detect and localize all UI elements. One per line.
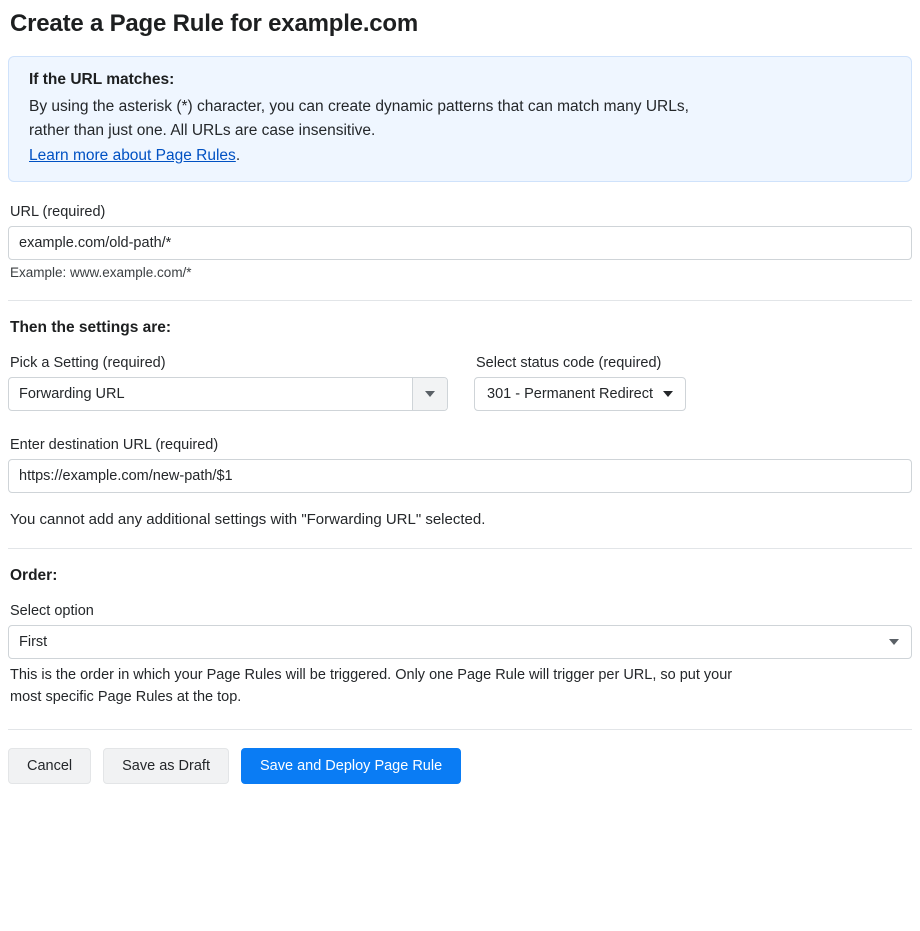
chevron-down-icon <box>663 391 673 397</box>
divider-order <box>8 548 912 549</box>
pick-setting-column <box>8 355 448 411</box>
status-code-select[interactable] <box>474 377 686 411</box>
info-box-link-line <box>29 147 891 165</box>
order-hint-line-1: This is the order in which your Page Rules will be triggered. Only one Page Rule will trigger per URL, so put your <box>10 667 733 684</box>
save-and-deploy-button[interactable]: Save and Deploy Page Rule <box>241 748 461 784</box>
pick-setting-value: Forwarding URL <box>19 386 125 403</box>
pick-setting-label: Pick a Setting (required) <box>10 355 166 372</box>
info-box-link-suffix: . <box>235 147 241 165</box>
page-rule-form <box>0 10 920 784</box>
action-buttons <box>8 748 912 784</box>
url-match-info-box <box>8 56 912 182</box>
order-select-label: Select option <box>10 603 94 620</box>
status-code-column <box>474 355 774 411</box>
page-title: Create a Page Rule for example.com <box>10 10 419 37</box>
destination-url-input[interactable] <box>8 459 912 493</box>
order-section-title: Order: <box>10 567 58 585</box>
order-select-value: First <box>19 634 48 651</box>
info-box-body-line-1: By using the asterisk (*) character, you can create dynamic patterns that can match many URLs, <box>29 98 689 115</box>
url-input[interactable] <box>8 226 912 260</box>
order-hint-line-2: most specific Page Rules at the top. <box>10 688 242 705</box>
spacer <box>8 411 912 437</box>
info-box-body-line-2: rather than just one. All URLs are case insensitive. <box>29 122 376 140</box>
status-code-label: Select status code (required) <box>476 355 662 372</box>
cancel-button[interactable]: Cancel <box>8 748 91 784</box>
destination-url-label: Enter destination URL (required) <box>10 437 219 454</box>
url-field-label: URL (required) <box>10 204 106 221</box>
info-box-heading: If the URL matches: <box>29 71 175 88</box>
divider-actions <box>8 729 912 730</box>
url-field-hint: Example: www.example.com/* <box>10 265 192 281</box>
settings-row <box>8 355 912 411</box>
learn-more-link[interactable]: Learn more about Page Rules <box>29 147 236 165</box>
status-code-value: 301 - Permanent Redirect <box>487 386 654 403</box>
chevron-down-icon <box>889 639 899 645</box>
order-select[interactable] <box>8 625 912 659</box>
chevron-down-icon[interactable] <box>412 378 447 410</box>
pick-setting-select[interactable] <box>8 377 448 411</box>
divider-settings <box>8 300 912 301</box>
forwarding-url-note: You cannot add any additional settings with "Forwarding URL" selected. <box>10 511 486 529</box>
save-as-draft-button[interactable]: Save as Draft <box>103 748 229 784</box>
settings-section-title: Then the settings are: <box>10 319 172 337</box>
